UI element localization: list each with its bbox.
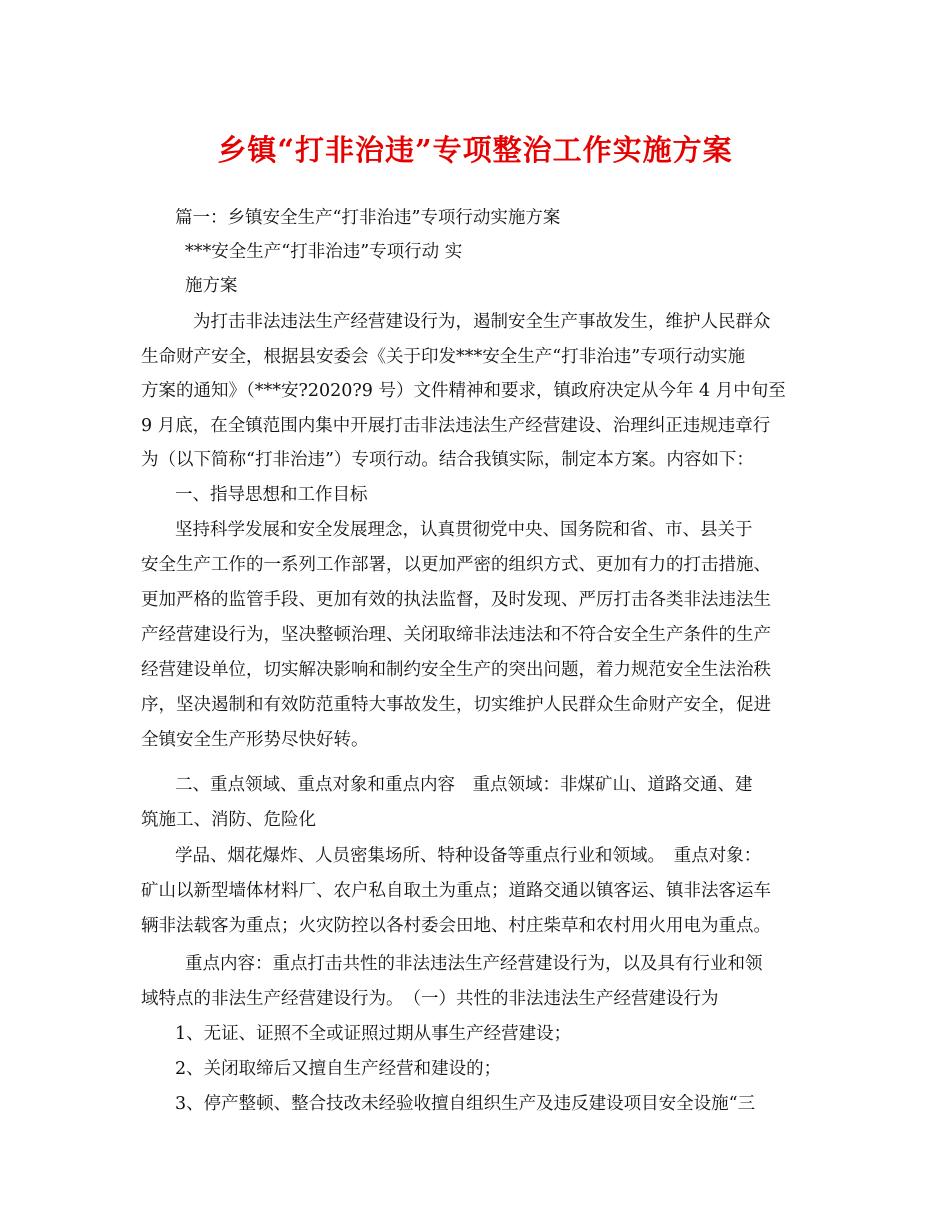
paragraph-line: 方案的通知》（***安?2020?9 号）文件精神和要求，镇政府决定从今年 4 月中旬至: [141, 381, 786, 401]
paragraph-line: 筑施工、消防、危险化: [141, 810, 316, 830]
section-heading: 一、指导思想和工作目标: [175, 485, 368, 505]
paragraph-line: 重点内容：重点打击共性的非法违法生产经营建设行为，以及具有行业和领: [185, 954, 763, 974]
paragraph-line: 更加严格的监管手段、更加有效的执法监督，及时发现、严厉打击各类非法违法生: [141, 590, 771, 610]
paragraph-line: 经营建设单位，切实解决影响和制约安全生产的突出问题，着力规范安全生法治秩: [141, 660, 771, 680]
paragraph-line: 矿山以新型墙体材料厂、农户私自取土为重点；道路交通以镇客运、镇非法客运车: [141, 881, 771, 901]
paragraph-line: 为（以下简称“打非治违”）专项行动。结合我镇实际，制定本方案。内容如下：: [141, 450, 754, 470]
paragraph-line: 坚持科学发展和安全发展理念，认真贯彻党中央、国务院和省、市、县关于: [175, 520, 753, 540]
list-item: 2、关闭取缔后又擅自生产经营和建设的；: [175, 1059, 502, 1079]
paragraph-line: 全镇安全生产形势尽快好转。: [141, 730, 369, 750]
list-item: 1、无证、证照不全或证照过期从事生产经营建设；: [175, 1024, 572, 1044]
paragraph-line: 辆非法载客为重点；火灾防控以各村委会田地、村庄柴草和农村用火用电为重点。: [141, 916, 771, 936]
paragraph-line: 域特点的非法生产经营建设行为。 （一）共性的非法违法生产经营建设行为: [141, 989, 719, 1009]
paragraph-line: 序，坚决遏制和有效防范重特大事故发生，切实维护人民群众生命财产安全，促进: [141, 695, 771, 715]
paragraph-line: 篇一：乡镇安全生产“打非治违”专项行动实施方案: [175, 208, 561, 228]
paragraph-line: 施方案: [185, 276, 238, 296]
list-item: 3、停产整顿、整合技改未经验收擅自组织生产及违反建设项目安全设施“三: [175, 1094, 756, 1114]
paragraph-line: 为打击非法违法生产经营建设行为，遏制安全生产事故发生，维护人民群众: [193, 312, 771, 332]
paragraph-line: 生命财产安全，根据县安委会《关于印发***安全生产“打非治违”专项行动实施: [141, 347, 746, 367]
paragraph-line: ***安全生产“打非治违”专项行动 实: [185, 242, 463, 262]
paragraph-line: 9 月底，在全镇范围内集中开展打击非法违法生产经营建设、治理纠正违规违章行: [141, 416, 771, 436]
section-heading: 二、重点领域、重点对象和重点内容 重点领域：非煤矿山、道路交通、建: [175, 775, 753, 795]
paragraph-line: 产经营建设行为，坚决整顿治理、关闭取缔非法违法和不符合安全生产条件的生产: [141, 625, 771, 645]
paragraph-line: 学品、烟花爆炸、人员密集场所、特种设备等重点行业和领域。 重点对象：: [175, 846, 762, 866]
paragraph-line: 安全生产工作的一系列工作部署，以更加严密的组织方式、更加有力的打击措施、: [141, 555, 771, 575]
document-title: 乡镇“打非治违”专项整治工作实施方案: [217, 133, 733, 167]
